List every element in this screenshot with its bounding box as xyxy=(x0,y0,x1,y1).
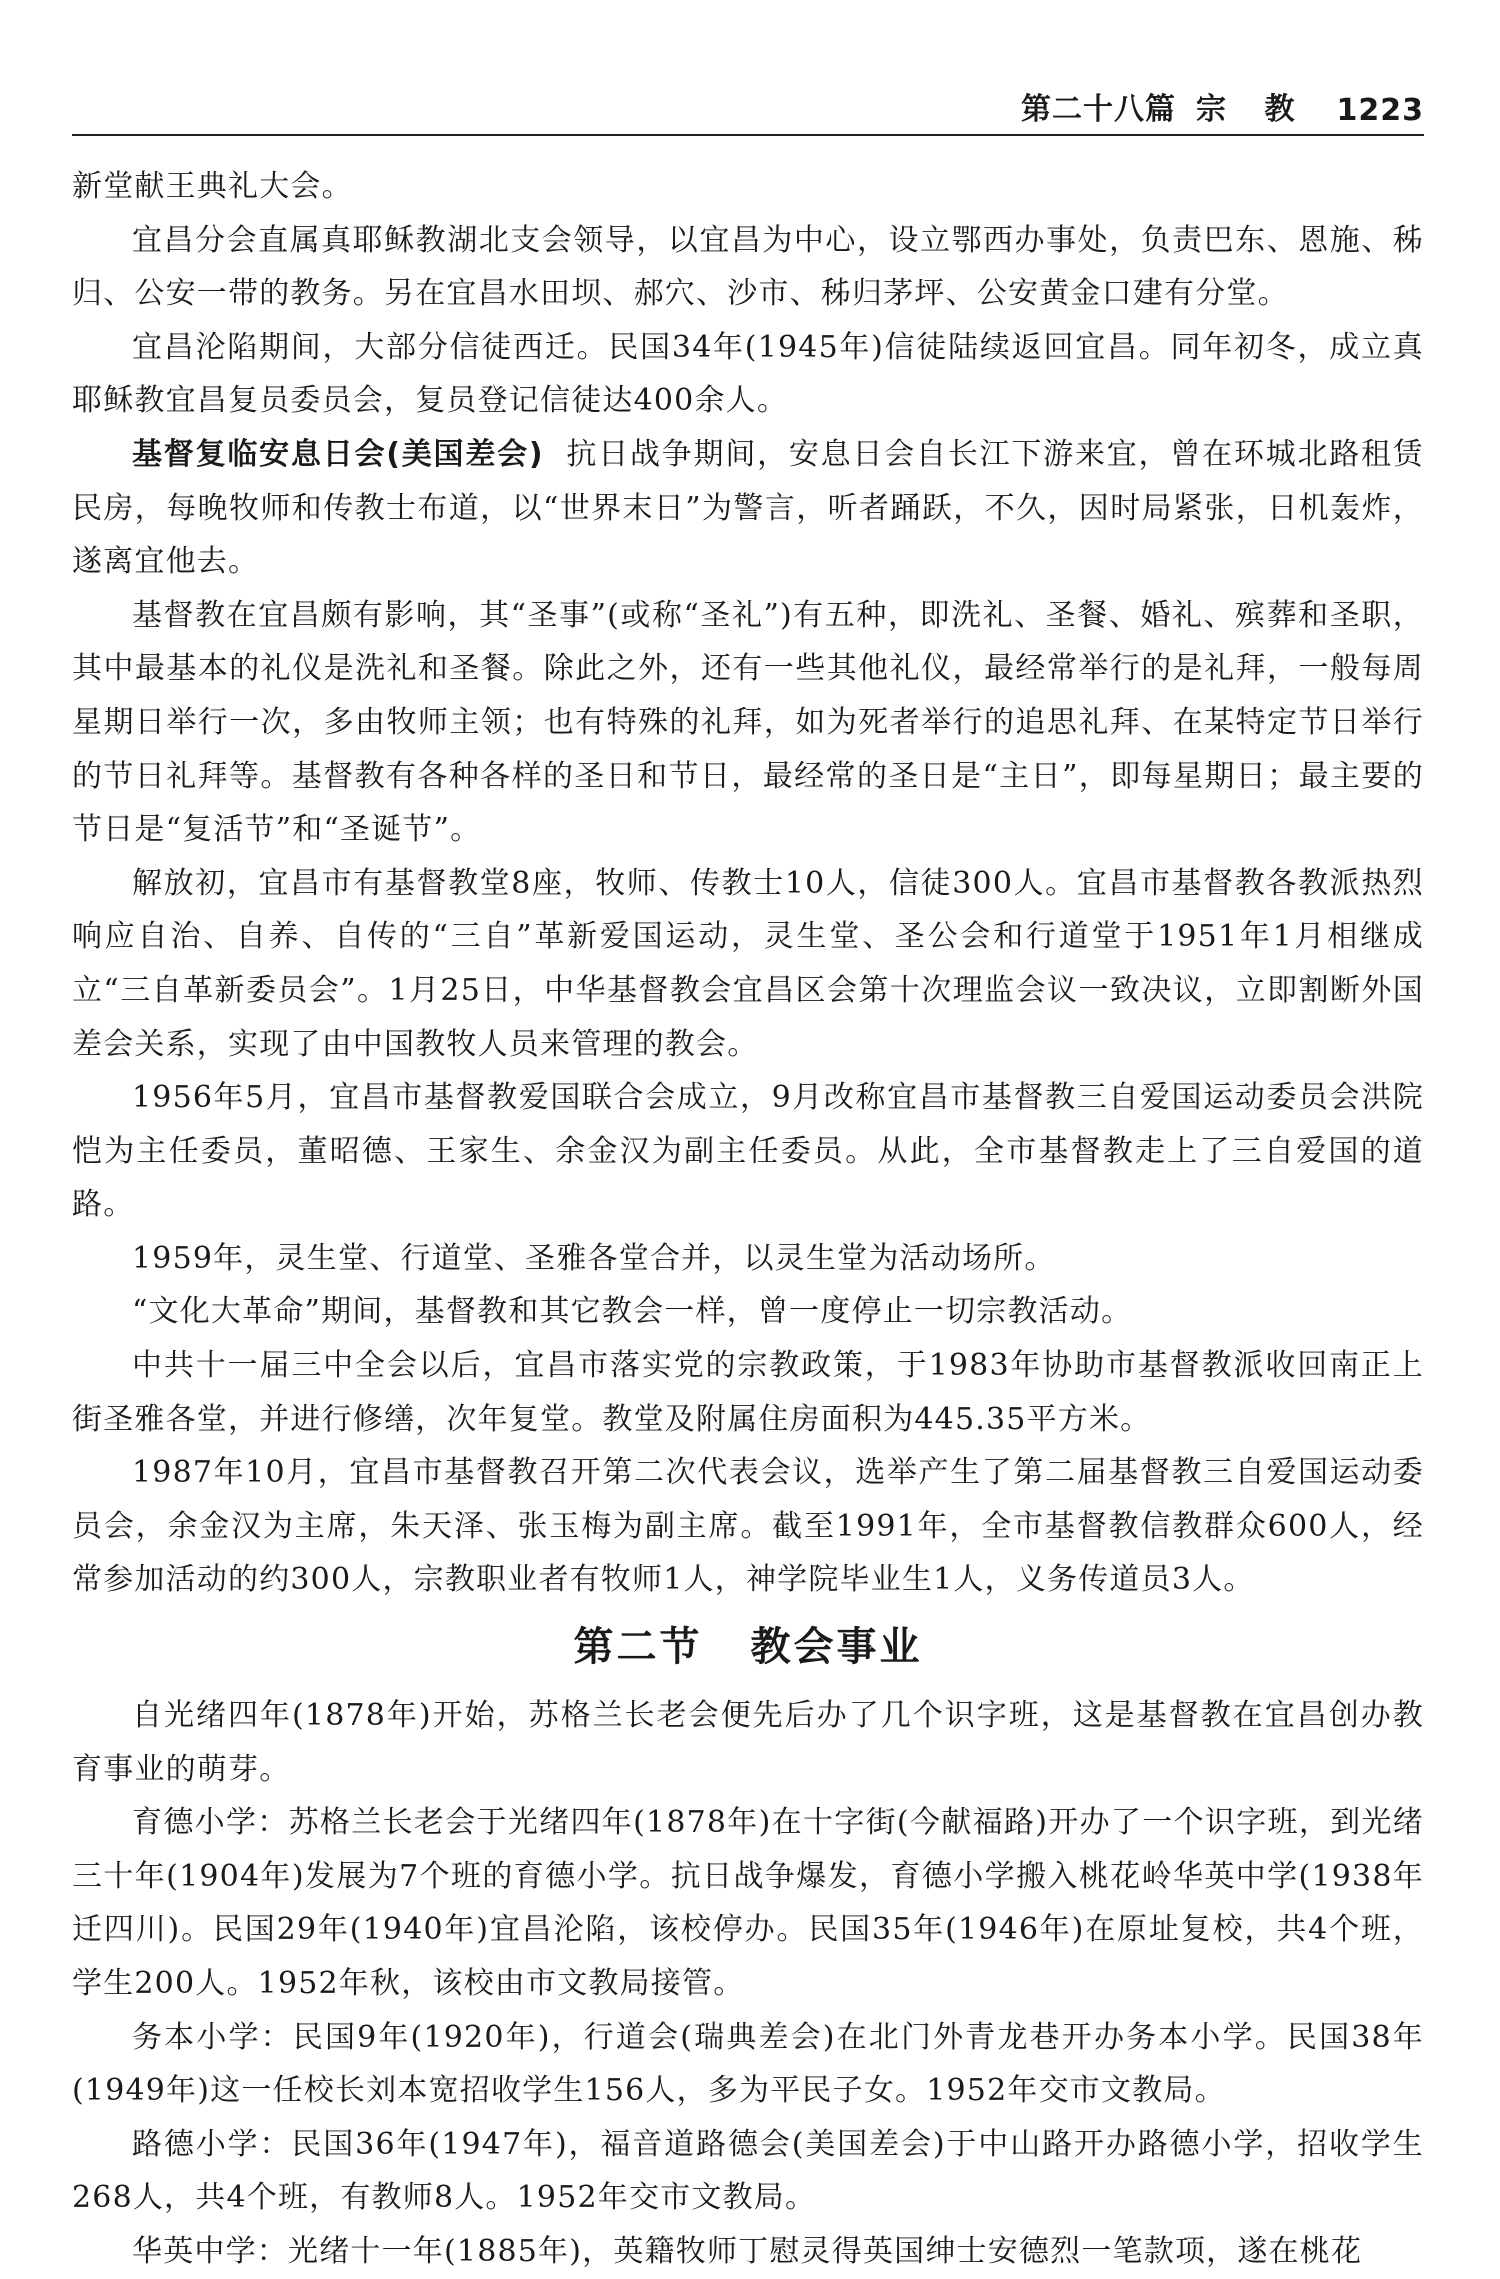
paragraph-continuation: 新堂献王典礼大会。 xyxy=(72,169,353,204)
paragraph: 1959年，灵生堂、行道堂、圣雅各堂合并，以灵生堂为活动场所。 xyxy=(132,1240,1056,1276)
paragraph: 1956年5月，宜昌市基督教爱国联合会成立，9月改称宜昌市基督教三自爱国运动委员会洪院恺为主任委员，董昭德、王家生、余金汉为副主任委员。从此，全市基督教走上了三自爱国的道路。 xyxy=(72,1080,1424,1223)
paragraph: 基督教在宜昌颇有影响，其“圣事”(或称“圣礼”)有五种，即洗礼、圣餐、婚礼、殡葬和圣职，其中最基本的礼仪是洗礼和圣餐。除此之外，还有一些其他礼仪，最经常举行的是礼拜，一般每周星期日举行一次，多由牧师主领；也有特殊的礼拜，如为死者举行的追思礼拜、在某特定节日举行的节日礼拜等。基督教有各种各样的圣日和节日，最经常的圣日是“主日”，即每星期日；最主要的节日是“复活节”和“圣诞节”。 xyxy=(72,597,1424,848)
section-title: 教会事业 xyxy=(750,1624,923,1671)
paragraph: 解放初，宜昌市有基督教堂8座，牧师、传教士10人，信徒300人。宜昌市基督教各教派热烈响应自治、自养、自传的“三自”革新爱国运动，灵生堂、圣公会和行道堂于1951年1月相继成立“三自革新委员会”。1月25日，中华基督教会宜昌区会第十次理监会议一致决议，立即割断外国差会关系，实现了由中国教牧人员来管理的教会。 xyxy=(72,865,1424,1062)
paragraph: 路德小学：民国36年(1947年)，福音道路德会(美国差会)于中山路开办路德小学，招收学生268人，共4个班，有教师8人。1952年交市文教局。 xyxy=(72,2126,1424,2216)
paragraph-adventist xyxy=(72,428,1424,589)
paragraph: 宜昌沦陷期间，大部分信徒西迁。民国34年(1945年)信徒陆续返回宜昌。同年初冬，成立真耶稣教宜昌复员委员会，复员登记信徒达400余人。 xyxy=(72,329,1424,419)
paragraph: 华英中学：光绪十一年(1885年)，英籍牧师丁慰灵得英国绅士安德烈一笔款项，遂在桃花 xyxy=(132,2233,1363,2269)
paragraph: 1987年10月，宜昌市基督教召开第二次代表会议，选举产生了第二届基督教三自爱国运动委员会，余金汉为主席，朱天泽、张玉梅为副主席。截至1991年，全市基督教信教群众600人，经常参加活动的约300人，宗教职业者有牧师1人，神学院毕业生1人，义务传道员3人。 xyxy=(72,1455,1424,1598)
section-number: 第二节 xyxy=(573,1624,703,1671)
running-header xyxy=(72,78,1424,136)
section-heading xyxy=(72,1617,1424,1677)
page-body xyxy=(72,160,1424,2279)
paragraph-text: 抗日战争期间，安息日会自长江下游来宜，曾在环城北路租赁民房，每晚牧师和传教士布道，以“世界末日”为警言，听者踊跃，不久，因时局紧张，日机轰炸，遂离宜他去。 xyxy=(72,436,1424,580)
paragraph: 中共十一届三中全会以后，宜昌市落实党的宗教政策，于1983年协助市基督教派收回南正上街圣雅各堂，并进行修缮，次年复堂。教堂及附属住房面积为445.35平方米。 xyxy=(72,1348,1424,1437)
page-number: 1223 xyxy=(1336,93,1424,128)
paragraph: 育德小学：苏格兰长老会于光绪四年(1878年)在十字街(今献福路)开办了一个识字班，到光绪三十年(1904年)发展为7个班的育德小学。抗日战争爆发，育德小学搬入桃花岭华英中学(1938年迁四川)。民国29年(1940年)宜昌沦陷，该校停办。民国35年(1946年)在原址复校，共4个班，学生200人。1952年秋，该校由市文教局接管。 xyxy=(72,1805,1424,2001)
paragraph-lead-heading: 基督复临安息日会(美国差会) xyxy=(132,436,544,472)
header-topic: 宗 教 xyxy=(1196,92,1309,127)
paragraph: 务本小学：民国9年(1920年)，行道会(瑞典差会)在北门外青龙巷开办务本小学。民国38年(1949年)这一任校长刘本宽招收学生156人，多为平民子女。1952年交市文教局。 xyxy=(72,2019,1424,2109)
paragraph: 自光绪四年(1878年)开始，苏格兰长老会便先后办了几个识字班，这是基督教在宜昌创办教育事业的萌芽。 xyxy=(72,1698,1424,1787)
paragraph: “文化大革命”期间，基督教和其它教会一样，曾一度停止一切宗教活动。 xyxy=(132,1294,1133,1330)
paragraph: 宜昌分会直属真耶稣教湖北支会领导，以宜昌为中心，设立鄂西办事处，负责巴东、恩施、秭归、公安一带的教务。另在宜昌水田坝、郝穴、沙市、秭归茅坪、公安黄金口建有分堂。 xyxy=(72,222,1424,312)
header-chapter: 第二十八篇 xyxy=(1021,92,1177,127)
